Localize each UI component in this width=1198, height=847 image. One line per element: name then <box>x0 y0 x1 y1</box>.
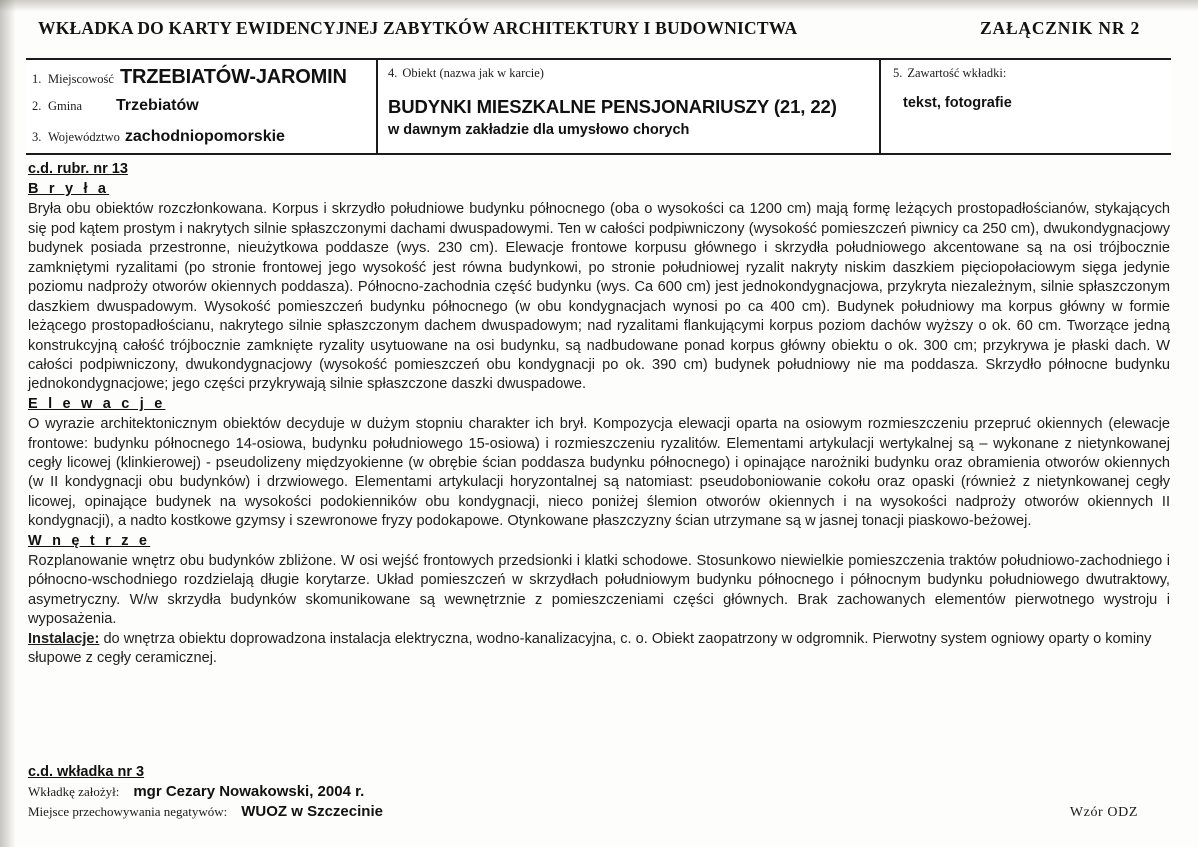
footer-negatives-label: Miejsce przechowywania negatywów: <box>28 804 228 819</box>
section-heading-wnetrze: W n ę t r z e <box>28 532 151 549</box>
field-number: 3. <box>32 130 42 144</box>
field-label: Gmina <box>48 99 83 113</box>
content-caption-number: 5. <box>893 66 903 80</box>
content-caption-label: Zawartość wkładki: <box>907 66 1007 80</box>
field-value-gmina: Trzebiatów <box>116 97 199 114</box>
scan-edge-shadow-top <box>0 0 1198 12</box>
document-footer <box>28 763 1170 823</box>
object-caption-label: Obiekt (nazwa jak w karcie) <box>402 66 544 80</box>
field-label: Województwo <box>48 130 120 144</box>
field-value-wojewodztwo: zachodniopomorskie <box>124 128 285 145</box>
body-content <box>28 160 1170 669</box>
section-text-bryla: Bryła obu obiektów rozczłonkowana. Korpus i skrzydło południowe budynku północnego (oba o wysokości ca 1200 cm) mają formę leżących prostopadłościanów, stykających się pod kątem prostym i nakrytych silnie spłaszczonymi dachami dwuspadowymi. Ten w całości podpiwniczony (wysokość pomieszczeń piwnicy ca 250 cm), dwukondygnacjowy budynek posiada przestronne, nieużytkowa poddasze (wys. 230 cm). Elewacje frontowe korpusu głównego i skrzydła południowego akcentowane są na osi trójbocznie zamkniętymi ryzalitami (po stronie frontowej jego wysokość jest równa budynkowi, po stronie południowej ryzalit nakryty niskim daszkiem pięciopołaciowym sięga jedynie poziomu nadproży otworów okiennych poddasza). Północno-zachodnia część budynku (wys. Ca 600 cm) jest jednokondygnacjowa, przykryta niezależnym, silnie spłaszczonym daszkiem dwuspadowym. Wysokość pomieszczeń budynku północnego (w obu kondygnacjach wynosi po ca 400 cm). Budynek południowy ma korpus główny w formie leżącego prostopadłościanu, nakrytego silnie spłaszczonym dachem dwuspadowym; nad ryzalitami flankującymi korpus poziom dachów wyższy o ok. 60 cm. Tworzące jedną konstrukcyjną całość trójbocznie zamknięte ryzality usytuowane na osi budynku, są nadbudowane ponad korpus główny obiektu o ok. 300 cm; przykrywa je płaski dach. W całości podpiwniczony, dwukondygnacjowy (wysokość pomieszczeń obu kondygnacji po ok. 390 cm) budynek południowy nie ma poddasza. Skrzydło północne budynku jednokondygnacjowe; jego części przykrywają silnie spłaszczone daszki dwuspadowe. <box>28 201 1170 393</box>
object-cell <box>378 60 881 153</box>
object-caption <box>388 66 871 81</box>
annex-number: ZAŁĄCZNIK NR 2 <box>980 18 1140 38</box>
content-value: tekst, fotografie <box>903 95 1012 111</box>
field-label: Miejscowość <box>48 72 114 86</box>
field-number: 2. <box>32 99 42 113</box>
header-table <box>26 58 1171 155</box>
field-wojewodztwo <box>32 128 372 157</box>
installations-paragraph <box>28 630 1170 669</box>
section-text-elewacje: O wyrazie architektonicznym obiektów decyduje w dużym stopniu charakter ich brył. Kompozycja elewacji oparta na osiowym rozmieszczeniu przepruć okiennych (elewacje frontowe: budynku północnego 14-osiowa, budynku południowego 15-osiowa) i rozmieszczeniu ryzalitów. Elementami artykulacji wertykalnej są – wykonane z nietynkowanej cegły licowej (klinkierowej) - pseudolizeny międzyokienne (w obrębie ścian poddasza budynku północnego) i opinające narożniki budynku oraz obramienia otworów okiennych (w II kondygnacji obu budynków) i drzwiowego. Elementami artykulacji horyzontalnej są natomiast: pseudoboniowanie cokołu oraz opaski (również z nietynkowanej cegły licowej, opinające budynek na wysokości podokienników obu kondygnacji, nieco poniżej ślemion otworów okiennych i na wysokości nadproży otworów okiennych II kondygnacji), a nadto kostkowe gzymsy i szewronowe fryzy podokapowe. Otynkowane płaszczyzny ścian utrzymane są w jasnej tonacji piaskowo-beżowej. <box>28 416 1170 530</box>
footer-negatives-line <box>28 803 1170 820</box>
field-value-miejscowosc: TRZEBIATÓW-JAROMIN <box>119 66 347 88</box>
footer-author-label: Wkładkę założył: <box>28 784 120 799</box>
content-caption <box>893 66 1163 81</box>
location-cell <box>26 60 378 153</box>
installations-text: do wnętrza obiektu doprowadzona instalacja elektryczna, wodno-kanalizacyjna, c. o. Obiekt zaopatrzony w odgromnik. Pierwotny system ogniowy oparty o kominy słupowe z cegły ceramicznej. <box>28 630 1152 667</box>
object-title: BUDYNKI MIESZKALNE PENSJONARIUSZY (21, 22) <box>388 96 837 117</box>
scan-edge-shadow-left <box>0 0 16 847</box>
footer-negatives-value: WUOZ w Szczecinie <box>241 803 383 820</box>
footer-author-line <box>28 783 1170 800</box>
continuation-marker: c.d. rubr. nr 13 <box>28 161 128 177</box>
object-subtitle: w dawnym zakładzie dla umysłowo chorych <box>388 122 690 139</box>
footer-author-value: mgr Cezary Nowakowski, 2004 r. <box>133 783 365 800</box>
field-gmina <box>32 97 372 126</box>
section-text-wnetrze: Rozplanowanie wnętrz obu budynków zbliżone. W osi wejść frontowych przedsionki i klatki schodowe. Stosunkowo niewielkie pomieszczenia traktów południowo-zachodniego i północno-wschodniego rozdzielają długie korytarze. Układ pomieszczeń w skrzydłach południowym budynku północnego i północnym budynku południowego dwutraktowy, asymetryczny. W/w skrzydła budynków skomunikowane są wewnętrznie z pomieszczeniami części głównych. Brak zachowanych elementów pierwotnego wystroju i wyposażenia. <box>28 553 1170 628</box>
object-caption-number: 4. <box>388 66 398 80</box>
footer-continuation: c.d. wkładka nr 3 <box>28 764 145 780</box>
field-number: 1. <box>32 72 42 86</box>
field-miejscowosc <box>32 66 372 95</box>
section-heading-elewacje: E l e w a c j e <box>28 395 166 412</box>
installations-label: Instalacje: <box>28 630 100 647</box>
document-title: WKŁADKA DO KARTY EWIDENCYJNEJ ZABYTKÓW ARCHITEKTURY I BUDOWNICTWA <box>38 18 798 38</box>
document-title-row <box>38 18 1160 39</box>
form-code: Wzór ODZ <box>1069 805 1138 820</box>
content-cell <box>881 60 1171 153</box>
section-heading-bryla: B r y ł a <box>28 181 110 198</box>
